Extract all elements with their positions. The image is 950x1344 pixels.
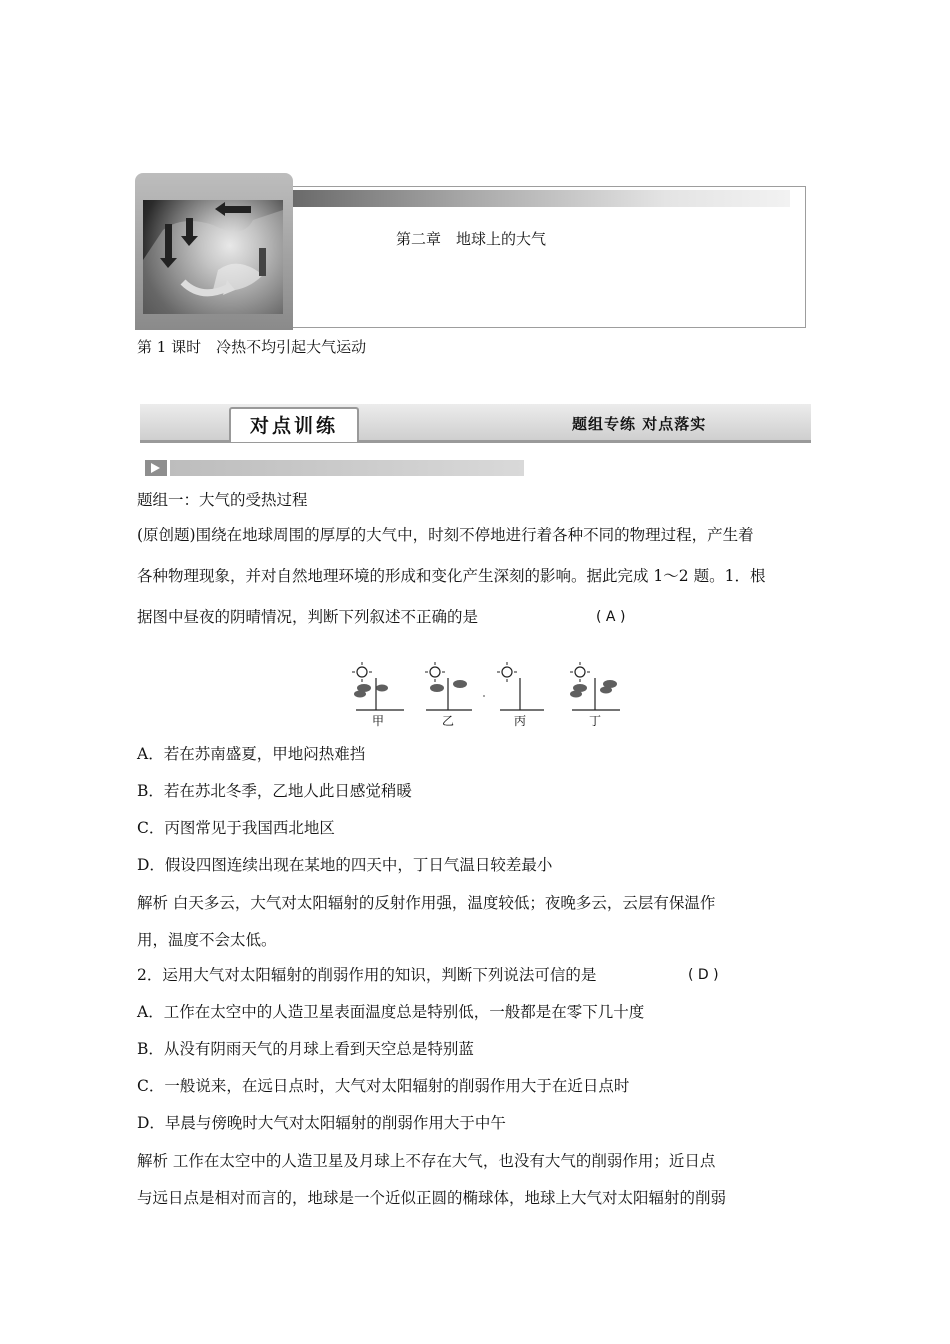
earth-cloud-photo [143, 200, 283, 314]
chapter-frame [293, 186, 806, 328]
circulation-arrows-icon [143, 200, 283, 314]
banner-right-label: 题组专练 对点落实 [572, 415, 707, 433]
q1-option: D．假设四图连续出现在某地的四天中，丁日气温日较差最小 [137, 856, 553, 874]
q2-analysis: 解析 工作在太空中的人造卫星及月球上不存在大气，也没有大气的削弱作用；近日点 [137, 1152, 716, 1170]
play-triangle-icon [151, 463, 160, 473]
weather-figure [348, 658, 628, 728]
q2-answer: ( D ) [688, 967, 719, 983]
q1-analysis: 解析 白天多云，大气对太阳辐射的反射作用强，温度较低；夜晚多云，云层有保温作 [137, 894, 716, 912]
q1-analysis: 用，温度不会太低。 [137, 931, 277, 949]
q1-option: C．丙图常见于我国西北地区 [137, 819, 335, 837]
q1-option: B．若在苏北冬季，乙地人此日感觉稍暖 [137, 782, 412, 800]
figure-label-jia: 甲 [372, 714, 385, 728]
q2-option: D．早晨与傍晚时大气对太阳辐射的削弱作用大于中午 [137, 1114, 506, 1132]
intro-line: (原创题)围绕在地球周围的厚厚的大气中，时刻不停地进行着各种不同的物理过程，产生着 [137, 526, 754, 544]
q2-option: C．一般说来，在远日点时，大气对太阳辐射的削弱作用大于在近日点时 [137, 1077, 630, 1095]
group-title: 题组一：大气的受热过程 [137, 491, 308, 509]
figure-label-yi: 乙 [442, 714, 455, 728]
figure-label-ding: 丁 [589, 714, 602, 728]
intro-line: 各种物理现象，并对自然地理环境的形成和变化产生深刻的影响。据此完成 1～2 题。1．根 [137, 567, 766, 585]
q1-answer: ( A ) [596, 609, 626, 625]
q2-option: B．从没有阴雨天气的月球上看到天空总是特别蓝 [137, 1040, 474, 1058]
q1-option: A．若在苏南盛夏，甲地闷热难挡 [137, 745, 366, 763]
figure-label-bing: 丙 [514, 714, 527, 728]
chapter-title: 第二章 地球上的大气 [396, 230, 547, 248]
lesson-title: 第 1 课时 冷热不均引起大气运动 [137, 338, 367, 356]
q2-analysis: 与远日点是相对而言的，地球是一个近似正圆的椭球体，地球上大气对太阳辐射的削弱 [137, 1189, 727, 1207]
banner-tab-label: 对点训练 [229, 407, 359, 442]
group-gradient-bar [170, 460, 524, 476]
intro-line: 据图中昼夜的阴晴情况，判断下列叙述不正确的是 [137, 608, 479, 626]
q2-option: A．工作在太空中的人造卫星表面温度总是特别低，一般都是在零下几十度 [137, 1003, 645, 1021]
q2-stem: 2．运用大气对太阳辐射的削弱作用的知识，判断下列说法可信的是 [137, 966, 597, 984]
day-night-weather-icon [348, 658, 628, 728]
chapter-gradient-bar [293, 190, 790, 207]
